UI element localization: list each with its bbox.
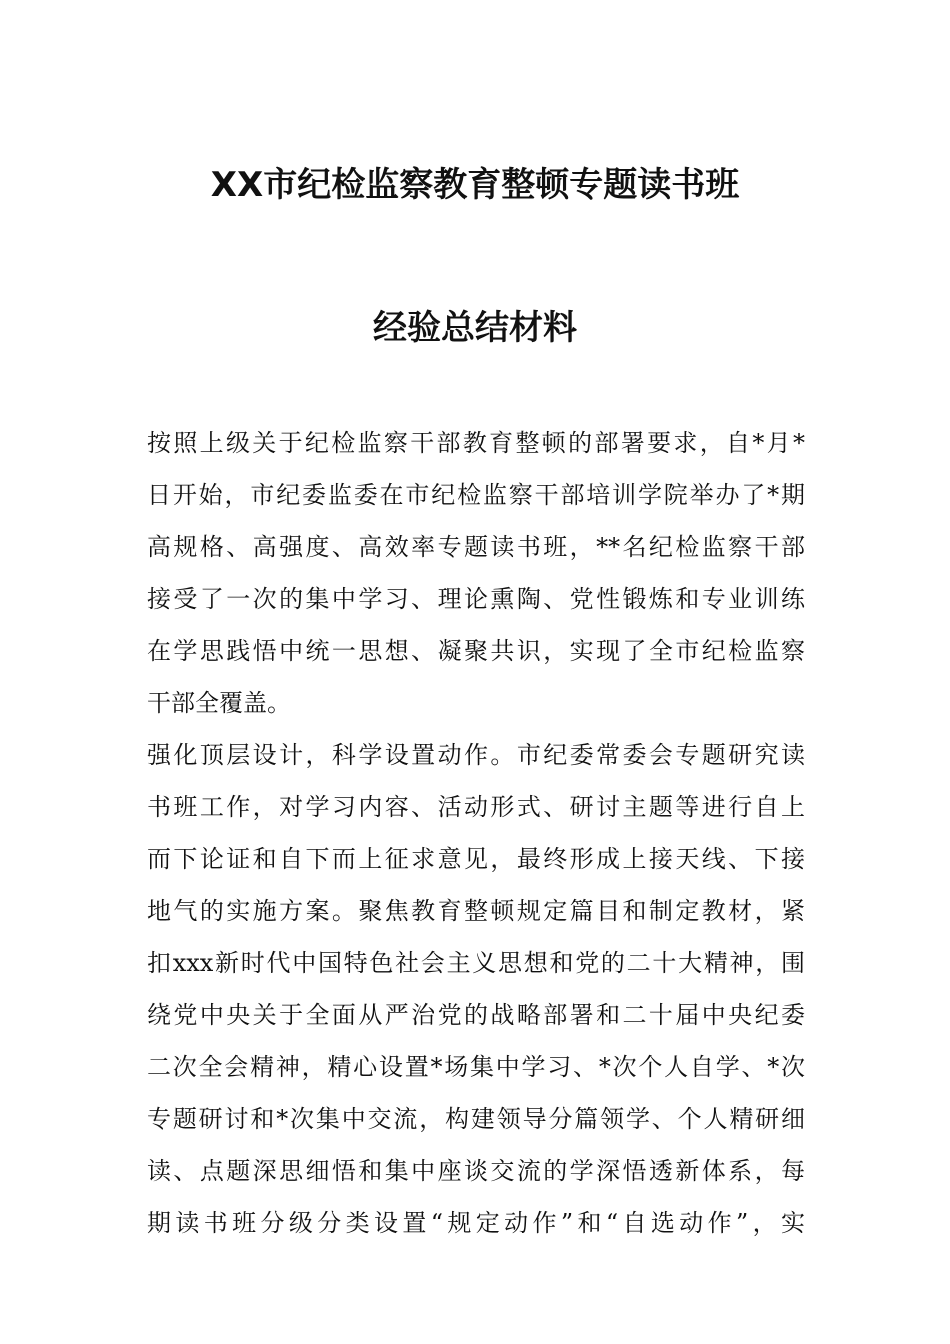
paragraph-2-line-5: 扣xxx新时代中国特色社会主义思想和党的二十大精神，围 <box>147 949 805 977</box>
paragraph-1-line-5: 在学思践悟中统一思想、凝聚共识，实现了全市纪检监察 <box>147 637 805 665</box>
paragraph-2-line-6: 绕党中央关于全面从严治党的战略部署和二十届中央纪委 <box>147 1001 805 1029</box>
document-title-line-1: XX市纪检监察教育整顿专题读书班 <box>210 165 740 205</box>
paragraph-1-line-6: 干部全覆盖。 <box>147 689 291 717</box>
paragraph-2-line-3: 而下论证和自下而上征求意见，最终形成上接天线、下接 <box>147 845 805 873</box>
paragraph-1-line-3: 高规格、高强度、高效率专题读书班，**名纪检监察干部 <box>147 533 805 561</box>
paragraph-1-line-4: 接受了一次的集中学习、理论熏陶、党性锻炼和专业训练 <box>147 585 805 613</box>
paragraph-2-line-9: 读、点题深思细悟和集中座谈交流的学深悟透新体系，每 <box>147 1157 805 1185</box>
document-title-line-2: 经验总结材料 <box>373 308 577 348</box>
paragraph-1-line-2: 日开始，市纪委监委在市纪检监察干部培训学院举办了*期 <box>147 481 805 509</box>
paragraph-2-line-4: 地气的实施方案。聚焦教育整顿规定篇目和制定教材，紧 <box>147 897 805 925</box>
paragraph-1-line-1: 按照上级关于纪检监察干部教育整顿的部署要求，自*月* <box>147 429 805 457</box>
paragraph-2-line-2: 书班工作，对学习内容、活动形式、研讨主题等进行自上 <box>147 793 805 821</box>
paragraph-2-line-1: 强化顶层设计，科学设置动作。市纪委常委会专题研究读 <box>147 741 805 769</box>
paragraph-2-line-8: 专题研讨和*次集中交流，构建领导分篇领学、个人精研细 <box>147 1105 805 1133</box>
paragraph-2-line-10: 期读书班分级分类设置“规定动作”和“自选动作”，实 <box>147 1209 805 1237</box>
paragraph-2-line-7: 二次全会精神，精心设置*场集中学习、*次个人自学、*次 <box>147 1053 805 1081</box>
